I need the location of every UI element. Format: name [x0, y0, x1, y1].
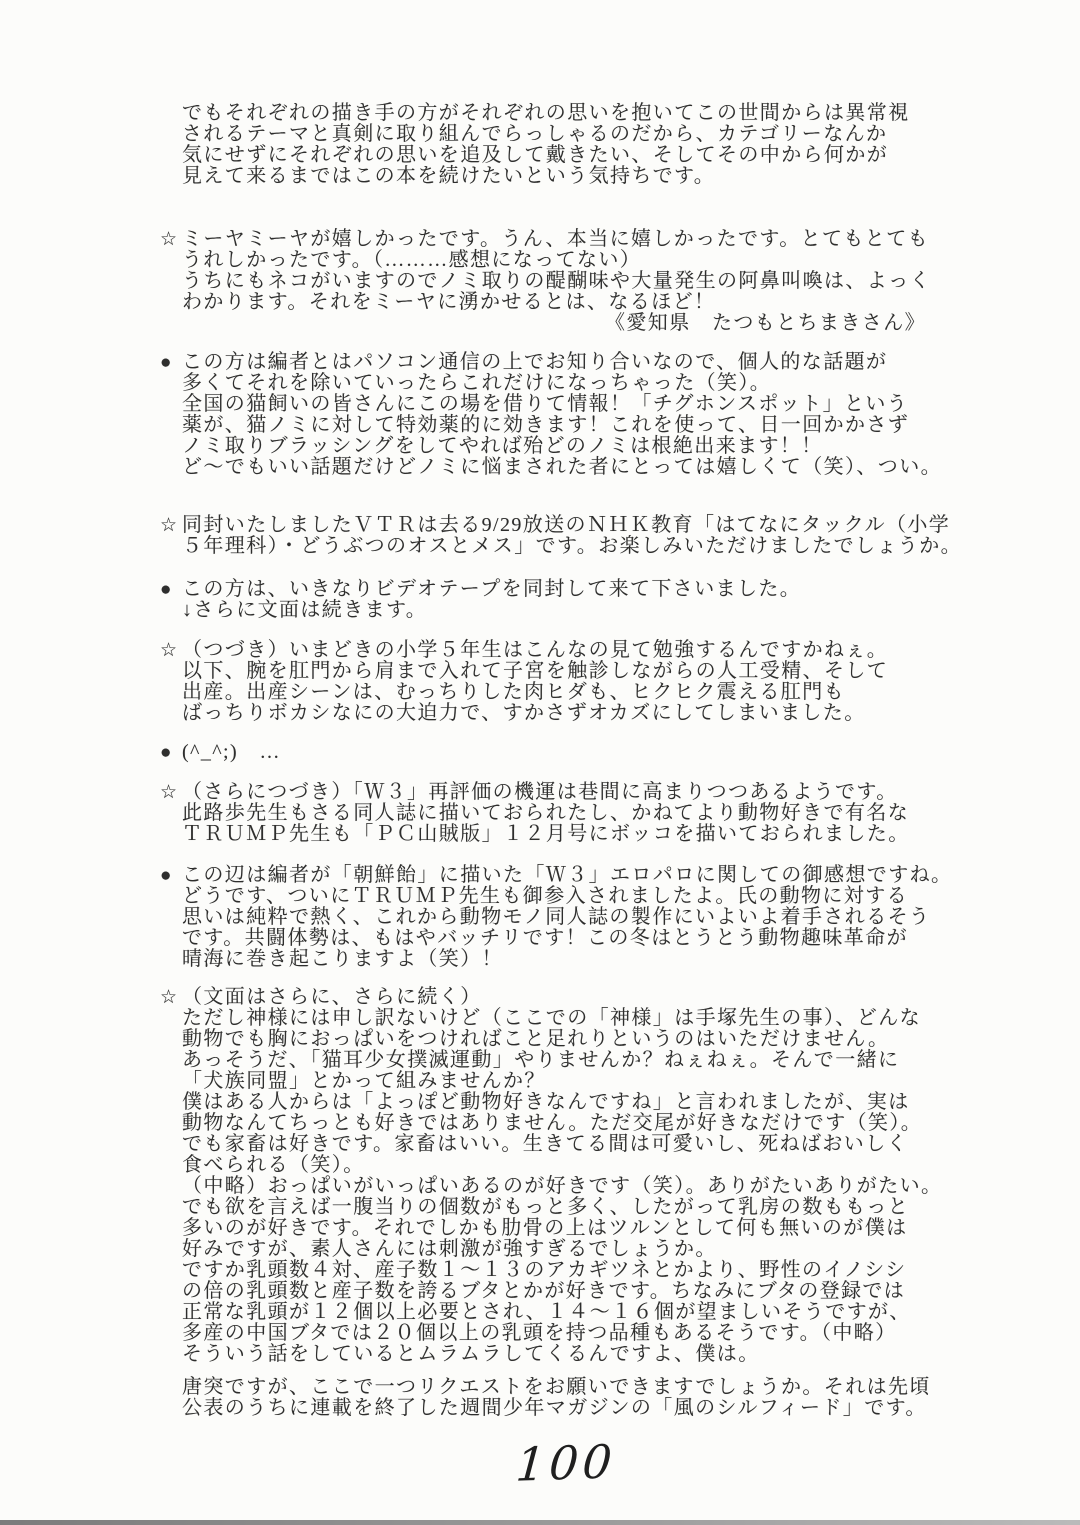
star-marker-icon: ☆: [160, 229, 179, 250]
text-line: 公表のうちに連載を終了した週間少年マガジンの「風のシルフィード」です。: [182, 1397, 927, 1419]
reply-flea-remedy: [160, 352, 950, 478]
text-line: （さらにつづき）「Ｗ３」再評価の機運は巷間に高まりつつあるようです。: [182, 781, 898, 803]
text-line: でも家畜は好きです。家畜はいい。生きてる間は可愛いし、死ねばおいしく: [182, 1133, 908, 1155]
text-line: （中略）おっぱいがいっぱいあるのが好きです（笑）。ありがたいありがたい。: [182, 1175, 943, 1197]
star-marker-icon: ☆: [160, 987, 179, 1008]
text-line: ど〜でもいい話題だけどノミに悩まされた者にとっては嬉しくて（笑）、つい。: [182, 456, 942, 478]
text-line: 動物でも胸におっぱいをつければこと足れりというのはいただけません。: [182, 1028, 890, 1050]
text-line: あっそうだ、「猫耳少女撲滅運動」やりませんか？ねぇねぇ。そんで一緒に: [182, 1049, 900, 1071]
text-line: ↓さらに文面は続きます。: [182, 599, 428, 621]
text-line: ミーヤミーヤが嬉しかったです。うん、本当に嬉しかったです。とてもとても: [182, 228, 929, 250]
star-marker-icon: ☆: [160, 640, 179, 661]
reply-w3-eroparo: [160, 864, 953, 970]
star-marker-icon: ☆: [160, 515, 179, 536]
text-line: 正常な乳頭が１２個以上必要とされ、１４〜１６個が望ましいそうですが、: [182, 1301, 911, 1323]
text-line: ですか乳頭数４対、産子数１〜１３のアカギツネとかより、野性のイノシシ: [182, 1259, 907, 1281]
reply-emoticon: [160, 742, 950, 763]
text-line: この方は編者とはパソコン通信の上でお知り合いなので、個人的な話題が: [182, 351, 888, 373]
text-line: でもそれぞれの描き手の方がそれぞれの思いを抱いてこの世間からは異常視: [182, 102, 910, 124]
text-line: ノミ取りブラッシングをしてやれば殆どのノミは根絶出来ます！！: [182, 435, 823, 457]
text-line: （つづき）いまどきの小学５年生はこんなの見て勉強するんですかねぇ。: [182, 639, 889, 661]
letter-w3-revival: [160, 782, 950, 845]
text-line: されるテーマと真剣に取り組んでらっしゃるのだから、カテゴリーなんか: [182, 123, 888, 145]
letter-animal-talk: [160, 987, 950, 1365]
text-line: ＴＲＵＭＰ先生も「ＰＣ山賊版」１２月号にボッコを描いておられました。: [182, 823, 910, 845]
letter-miya: [160, 229, 950, 334]
text-line: です。共闘体勢は、もはやバッチリです！この冬はとうとう動物趣味革命が: [182, 927, 908, 949]
text-line: この辺は編者が「朝鮮飴」に描いた「Ｗ３」エロパロに関しての御感想ですね。: [182, 864, 953, 886]
text-line: 見えて来るまではこの本を続けたいという気持ちです。: [182, 165, 716, 187]
text-line: 思いは純粋で熱く、これから動物モノ同人誌の製作にいよいよ着手されるそう: [182, 906, 931, 928]
text-line: ただし神様には申し訳ないけど（ここでの「神様」は手塚先生の事）、どんな: [182, 1007, 921, 1029]
text-line: 食べられる（笑）。: [182, 1154, 365, 1176]
text-line: 此路歩先生もさる同人誌に描いておられたし、かねてより動物好きで有名な: [182, 802, 910, 824]
letter-vtr-continued: [160, 640, 950, 724]
text-line: 「犬族同盟」とかって組みませんか？: [182, 1070, 546, 1092]
bullet-marker-icon: ●: [160, 579, 173, 600]
letters-text-block: [160, 102, 962, 1419]
text-line: この方は、いきなりビデオテープを同封して来て下さいました。: [182, 578, 802, 600]
text-line: 晴海に巻き起こりますよ（笑）！: [182, 948, 503, 970]
text-line: どうです、ついにＴＲＵＭＰ先生も御参入されましたよ。氏の動物に対する: [182, 885, 908, 907]
star-marker-icon: ☆: [160, 782, 179, 803]
text-line: 多くてそれを除いていったらこれだけになっちゃった（笑）。: [182, 372, 772, 394]
bullet-marker-icon: ●: [160, 742, 173, 763]
bullet-marker-icon: ●: [160, 865, 173, 886]
text-line: ５年理科）・どうぶつのオスとメス」です。お楽しみいただけましたでしょうか。: [182, 535, 962, 557]
text-line: （文面はさらに、さらに続く）: [182, 986, 482, 1008]
text-line: ばっちりボカシなにの大迫力で、すかさずオカズにしてしまいました。: [182, 702, 866, 724]
text-line: 好みですが、素人さんには刺激が強すぎるでしょうか。: [182, 1238, 717, 1260]
sender-credit: 《愛知県 たつもとちまきさん》: [605, 312, 926, 334]
page-number: 100: [514, 1434, 618, 1492]
bullet-marker-icon: ●: [160, 352, 173, 373]
request-paragraph: [160, 1377, 950, 1419]
text-line: 多いのが好きです。それでしかも肋骨の上はツルンとして何も無いのが僕は: [182, 1217, 908, 1239]
text-line: 以下、腕を肛門から肩まで入れて子宮を触診しながらの人工受精、そして: [182, 660, 889, 682]
text-line: 多産の中国ブタでは２０個以上の乳頭を持つ品種もあるそうです。（中略）: [182, 1322, 897, 1344]
text-line: 同封いたしましたＶＴＲは去る9/29放送のＮＨＫ教育「はてなにタックル（小学: [182, 514, 951, 536]
text-line: 気にせずにそれぞれの思いを追及して戴きたい、そしてその中から何かが: [182, 144, 889, 166]
text-line: うれしかったです。（………感想になってない）: [182, 249, 642, 271]
text-line: わかります。それをミーヤに湧かせるとは、なるほど！: [182, 291, 716, 313]
reply-videotape: [160, 579, 950, 621]
text-line: 僕はある人からは「よっぽど動物好きなんですね」と言われましたが、実は: [182, 1091, 910, 1113]
text-line: の倍の乳頭数と産子数を誇るブタとかが好きです。ちなみにブタの登録では: [182, 1280, 906, 1302]
text-line: 動物なんてちっとも好きではありません。ただ交尾が好きなだけです（笑）。: [182, 1112, 923, 1134]
text-line: 薬が、猫ノミに対して特効薬的に効きます！これを使って、日一回かかさず: [182, 414, 910, 436]
text-line: でも欲を言えば一腹当りの個数がもっと多く、したがって乳房の数ももっと: [182, 1196, 910, 1218]
text-line: 全国の猫飼いの皆さんにこの場を借りて情報！「チグホンスポット」という: [182, 393, 909, 415]
text-line: そういう話をしているとムラムラしてくるんですよ、僕は。: [182, 1343, 760, 1365]
scan-bottom-edge: [0, 1520, 1080, 1525]
intro-paragraph: [160, 103, 950, 187]
letter-vtr: [160, 514, 962, 557]
text-line: うちにもネコがいますのでノミ取りの醍醐味や大量発生の阿鼻叫喚は、よっく: [182, 270, 931, 292]
text-line: 出産。出産シーンは、むっちりした肉ヒダも、ヒクヒク震える肛門も: [182, 681, 845, 703]
text-line: (^_^;) …: [182, 741, 281, 763]
text-line: 唐突ですが、ここで一つリクエストをお願いできますでしょうか。それは先頃: [182, 1376, 931, 1398]
